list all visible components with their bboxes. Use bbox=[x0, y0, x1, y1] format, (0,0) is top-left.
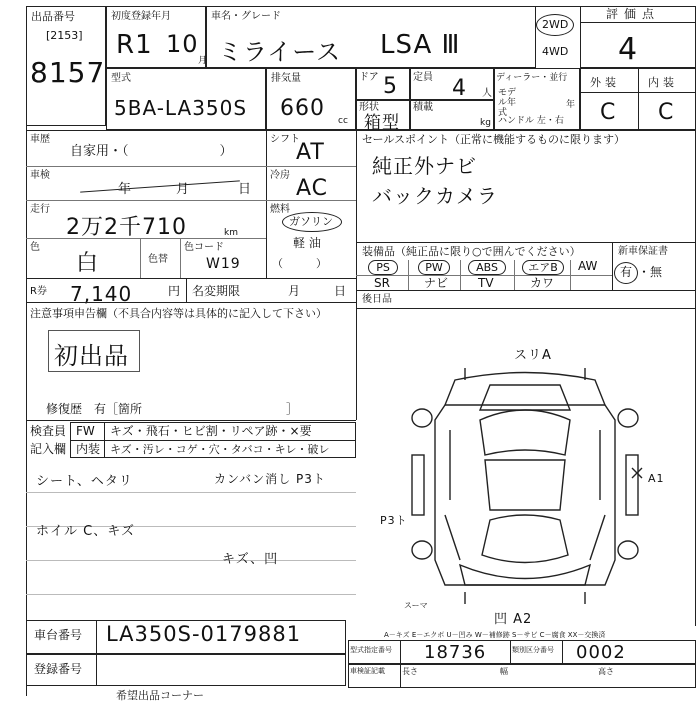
load-label: 積載 bbox=[413, 102, 433, 113]
car-name: ミライース bbox=[218, 38, 342, 66]
diagram-label-bottom-left: スーマ bbox=[404, 601, 428, 610]
equipment-label: 装備品（純正品に限り○で囲んでください） bbox=[362, 245, 581, 258]
reg-year: R1 bbox=[116, 30, 153, 60]
sales-point-2: バックカメラ bbox=[372, 184, 498, 208]
class-no-label: 類別区分番号 bbox=[512, 646, 554, 654]
diagram-label-right: A1 bbox=[648, 472, 665, 485]
first-listing-stamp: 初出品 bbox=[54, 342, 129, 370]
seats-value: 4 bbox=[452, 76, 467, 101]
width-label: 幅 bbox=[500, 667, 508, 676]
diagram-label-left: P3ト bbox=[380, 514, 408, 527]
color-code-label: 色コード bbox=[184, 242, 224, 253]
shift-label: シフト bbox=[270, 134, 300, 145]
sales-point-1: 純正外ナビ bbox=[372, 154, 477, 178]
int-value: C bbox=[658, 100, 675, 125]
inspector-note-3: キズ、凹 bbox=[222, 552, 279, 567]
equip-ps: PS bbox=[368, 260, 398, 275]
color-code-value: W19 bbox=[206, 256, 241, 272]
load-unit: kg bbox=[480, 118, 491, 128]
equip-sr: SR bbox=[374, 276, 390, 290]
inspector-note-2: ホイル C、キズ bbox=[36, 524, 135, 539]
equip-leather: カワ bbox=[530, 276, 555, 290]
inspector-note-1b: カンバン消し P3ト bbox=[214, 472, 326, 486]
sales-point-label: セールスポイント（正常に機能するものに限ります） bbox=[362, 133, 626, 146]
color-value: 白 bbox=[76, 251, 100, 276]
model-value: 5BA-LA350S bbox=[114, 96, 248, 120]
int-label: 内装 bbox=[648, 76, 678, 89]
recycle-label: R券 bbox=[30, 286, 47, 297]
fuel-other: （ ） bbox=[272, 257, 327, 270]
rating-value: 4 bbox=[618, 32, 639, 67]
notes-label: 注意事項申告欄（不具合内容等は具体的に記入して下さい） bbox=[30, 307, 327, 320]
title-month-unit: 月 bbox=[288, 284, 301, 298]
ac-value: AC bbox=[296, 176, 329, 201]
equip-navi: ナビ bbox=[424, 276, 449, 290]
chassis-label: 車台番号 bbox=[34, 628, 83, 642]
equip-aw: AW bbox=[578, 259, 598, 273]
equip-airbag: エアB bbox=[522, 260, 564, 275]
cc-value: 660 bbox=[280, 96, 325, 121]
door-value: 5 bbox=[383, 74, 398, 99]
equip-pw: PW bbox=[418, 260, 450, 275]
length-label: 長さ bbox=[402, 667, 418, 676]
model-label: 型式 bbox=[111, 73, 131, 84]
mileage-label: 走行 bbox=[30, 204, 50, 215]
inspector-note-1: シート、ヘタリ bbox=[36, 474, 133, 489]
diagram-label-top: スリA bbox=[514, 348, 552, 363]
equip-abs: ABS bbox=[468, 260, 506, 275]
exhibit-label: 出品番号 bbox=[31, 10, 75, 23]
repair-label: 修復歴 有［箇所 ］ bbox=[46, 402, 299, 416]
name-label: 車名・グレード bbox=[211, 11, 281, 22]
cert-label: 車検証記載 bbox=[350, 667, 385, 675]
ac-label: 冷房 bbox=[270, 170, 290, 181]
type-no-label: 型式指定番号 bbox=[350, 646, 392, 654]
inspection-month-unit: 月 bbox=[176, 182, 190, 197]
equip-tv: TV bbox=[478, 276, 494, 290]
km-unit: km bbox=[224, 228, 238, 238]
shape-value: 箱型 bbox=[364, 113, 400, 133]
door-label: ドア bbox=[359, 72, 379, 83]
drive-2wd: 2WD bbox=[542, 18, 569, 31]
damage-legend: A－キズ E－エクボ U－凹み W－補修跡 S－サビ C－腐食 XX－交換済 bbox=[384, 631, 606, 639]
height-label: 高さ bbox=[598, 667, 614, 676]
fw-items: キズ・飛石・ヒビ割・リペア跡・×要 bbox=[110, 424, 312, 438]
shift-value: AT bbox=[296, 140, 325, 165]
new-warranty-label: 新車保証書 bbox=[618, 246, 668, 257]
warranty-yes: 有 bbox=[620, 265, 633, 279]
reg-no-label: 登録番号 bbox=[34, 662, 83, 676]
fuel-oil: 軽 油 bbox=[293, 236, 321, 250]
color-label: 色 bbox=[30, 242, 40, 253]
inspection-day-unit: 日 bbox=[238, 182, 252, 197]
int-items: キズ・汚レ・コゲ・穴・タバコ・キレ・破レ bbox=[110, 443, 330, 456]
reg-month: 10 bbox=[166, 30, 199, 58]
bottom-corner-label: 希望出品コーナー bbox=[116, 689, 204, 702]
warranty-sep: ・ bbox=[638, 265, 651, 279]
car-grade: LSA Ⅲ bbox=[380, 30, 461, 60]
model-year-unit: 年 bbox=[566, 100, 576, 110]
fw-label: FW bbox=[76, 424, 95, 438]
fuel-gas: ガソリン bbox=[289, 215, 333, 228]
exhibit-sub: [2153] bbox=[46, 29, 83, 42]
title-deadline-label: 名変期限 bbox=[192, 284, 241, 298]
inspection-strike bbox=[80, 180, 240, 192]
recycle-value: 7,140 bbox=[70, 282, 133, 306]
inspection-label: 車検 bbox=[30, 170, 50, 181]
history-value: 自家用・（ ） bbox=[70, 144, 233, 159]
warranty-no: 無 bbox=[650, 265, 663, 279]
color-change-label: 色替 bbox=[148, 254, 168, 265]
shape-label: 形状 bbox=[359, 102, 379, 113]
int-label: 内装 bbox=[76, 442, 101, 456]
history-label: 車歴 bbox=[30, 134, 50, 145]
class-no-value: 0002 bbox=[576, 642, 626, 663]
fuel-label: 燃料 bbox=[270, 204, 290, 215]
rating-label: 評価点 bbox=[606, 7, 661, 21]
ext-label: 外装 bbox=[590, 76, 620, 89]
model-year-label: モデル年式 bbox=[498, 88, 517, 118]
exhibit-number: 8157 bbox=[30, 56, 106, 89]
chassis-value: LA350S-0179881 bbox=[106, 622, 302, 646]
yen-unit: 円 bbox=[168, 284, 181, 298]
title-day-unit: 日 bbox=[334, 284, 347, 298]
mileage-value: 2万2千710 bbox=[66, 215, 187, 240]
seats-label: 定員 bbox=[413, 72, 433, 83]
later-label: 後日品 bbox=[362, 294, 392, 305]
cc-label: 排気量 bbox=[271, 73, 301, 84]
car-damage-diagram bbox=[400, 360, 650, 610]
dealer-label: ディーラー・並行 bbox=[496, 73, 568, 83]
cc-unit: cc bbox=[338, 116, 348, 126]
drive-4wd: 4WD bbox=[542, 45, 569, 58]
seats-unit: 人 bbox=[482, 88, 492, 99]
inspector-label-1: 検査員 bbox=[30, 424, 67, 438]
inspector-label-2: 記入欄 bbox=[30, 442, 67, 456]
reg-month-unit: 月 bbox=[198, 56, 208, 66]
ext-value: C bbox=[600, 100, 617, 125]
handle-label: ハンドル 左・右 bbox=[498, 116, 564, 126]
inspection-year-unit: 年 bbox=[118, 182, 132, 197]
type-no-value: 18736 bbox=[424, 642, 487, 663]
reg-label: 初度登録年月 bbox=[111, 11, 171, 22]
diagram-label-bottom: 凹 A2 bbox=[494, 612, 533, 627]
